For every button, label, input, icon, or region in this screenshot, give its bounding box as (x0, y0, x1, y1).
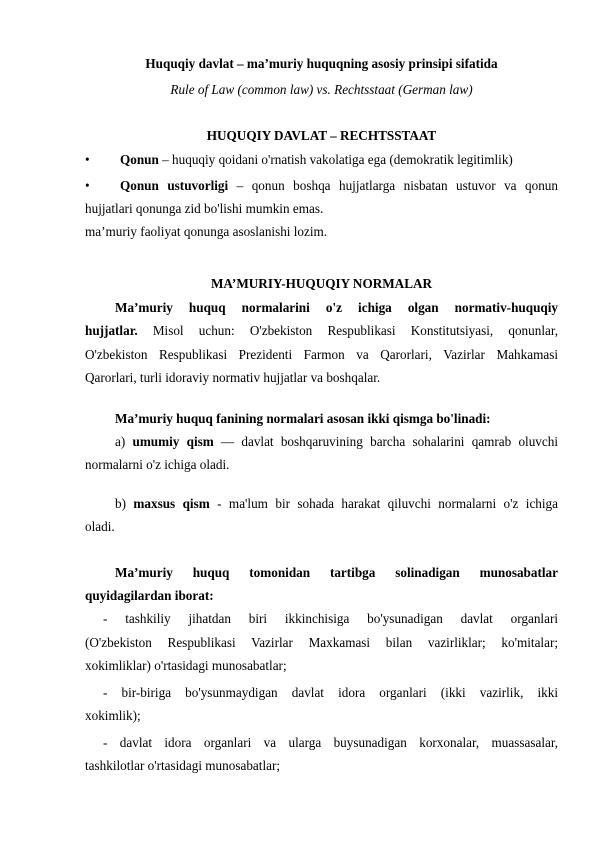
text-span: Misol uchun: O'zbekiston Respublikasi Konstitutsiyasi, qonunlar, (137, 323, 558, 338)
list-item-continuation: tashkilotlar o'rtasidagi munosabatlar; (85, 758, 281, 773)
list-item-umumiy (85, 432, 558, 452)
bullet-continuation: hujjatlari qonunga zid bo'lishi mumkin emas. (85, 201, 324, 216)
text-span: — davlat boshqaruvining barcha sohalarini qamrab oluvchi (213, 434, 559, 449)
list-item: - tashkiliy jihatdan biri ikkinchisiga bo'ysunadigan davlat organlari (103, 611, 558, 626)
section-heading-rechtsstaat: HUQUQIY DAVLAT – RECHTSSTAAT (206, 128, 437, 143)
list-item-continuation: (O'zbekiston Respublikasi Vazirlar Maxkamasi bilan vazirliklar; ko'mitalar; (85, 635, 558, 650)
paragraph-line: O'zbekiston Respublikasi Prezidenti Farmon va Qarorlari, Vazirlar Mahkamasi (85, 347, 558, 362)
document-subtitle: Rule of Law (common law) vs. Rechtsstaat (German law) (170, 82, 473, 97)
paragraph-line (85, 298, 558, 318)
bullet-text: – huquqiy qoidani o'rnatish vakolatiga ega (demokratik legitimlik) (158, 152, 513, 167)
list-item-continuation: xokimlik); (85, 708, 141, 723)
section-heading-continuation: quyidagilardan iborat: (85, 588, 214, 603)
bold-term: umumiy qism (132, 434, 214, 449)
list-item-continuation: normalarni o'z ichiga oladi. (85, 457, 230, 472)
list-item-maxsus (85, 494, 558, 514)
section-heading-qismlar: Ma’muriy huquq fanining normalari asosan ikki qismga bo'linadi: (115, 411, 491, 426)
bullet-term: Qonun ustuvorligi (120, 178, 229, 193)
text-span: - ma'lum bir sohada harakat qiluvchi normalarni o'z ichiga (209, 496, 558, 511)
bullet-symbol: • (85, 152, 90, 167)
paragraph-line: Qarorlari, turli idoraviy normativ hujjatlar va boshqalar. (85, 370, 381, 385)
document-title: Huquqiy davlat – ma’muriy huquqning asosiy prinsipi sifatida (145, 56, 498, 71)
bold-phrase: Ma’muriy huquq normalarini o'z ichiga olgan normativ-huquqiy (115, 300, 558, 315)
list-item: - davlat idora organlari va ularga buysunadigan korxonalar, muassasalar, (103, 735, 558, 750)
paragraph-line: ma’muriy faoliyat qonunga asoslanishi lozim. (85, 224, 328, 239)
section-heading-normalar: MA’MURIY-HUQUQIY NORMALAR (210, 276, 433, 291)
list-item-continuation: oladi. (85, 519, 115, 534)
bullet-symbol: • (85, 178, 90, 193)
bold-phrase: hujjatlar. (85, 323, 138, 338)
bold-term: maxsus qism (133, 496, 210, 511)
section-heading-munosabatlar: Ma’muriy huquq tomonidan tartibga solinadigan munosabatlar (115, 565, 558, 580)
paragraph-line (85, 321, 558, 341)
bullet-term: Qonun (120, 152, 159, 167)
list-marker: b) (115, 496, 134, 511)
bullet-text: – qonun boshqa hujjatlarga nisbatan ustuvor va qonun (228, 178, 558, 193)
list-marker: a) (115, 434, 133, 449)
list-item-continuation: xokimliklar) o'rtasidagi munosabatlar; (85, 658, 287, 673)
list-item: - bir-biriga bo'ysunmaydigan davlat idora organlari (ikki vazirlik, ikki (103, 685, 558, 700)
